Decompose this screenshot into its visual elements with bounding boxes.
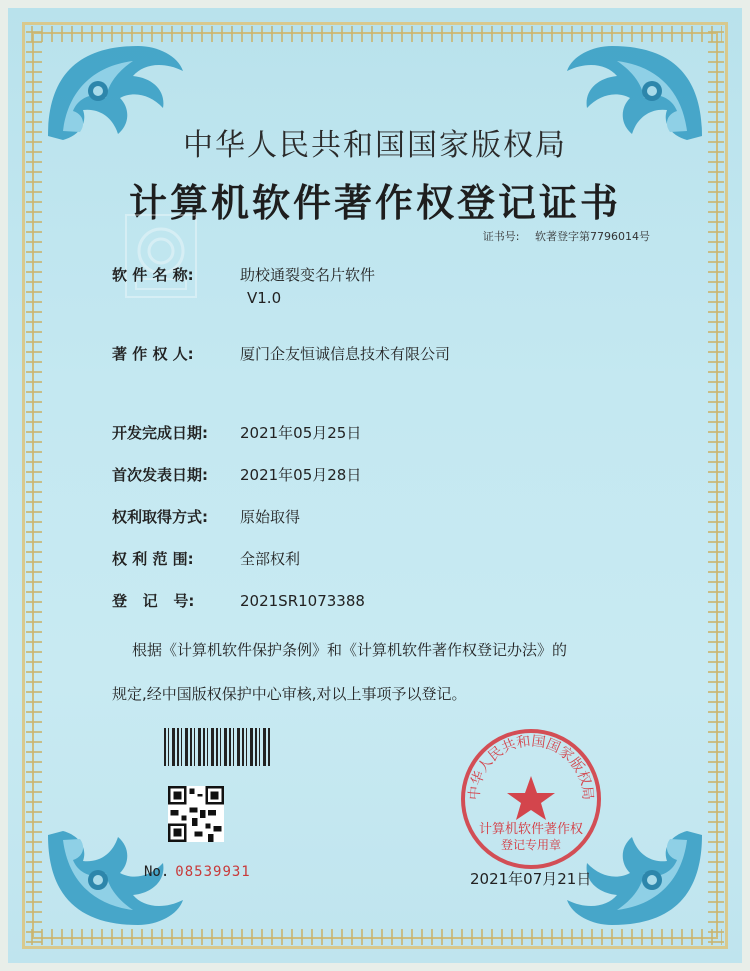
field-value: 厦门企友恒诚信息技术有限公司: [240, 345, 451, 363]
serial-value: 08539931: [175, 864, 251, 880]
corner-ornament-icon: [38, 825, 188, 935]
field-label: 权利取得方式:: [112, 508, 208, 526]
inner-border-frame: [32, 32, 718, 939]
certificate-number: [483, 228, 650, 244]
certificate-title: 计算机软件著作权登记证书: [128, 181, 621, 225]
field-label: 软 件 名 称:: [112, 266, 194, 284]
field-value: 原始取得: [240, 508, 301, 526]
issue-date: 2021年07月21日: [470, 870, 592, 888]
field-acquisition-method: [112, 506, 300, 527]
issuing-authority: 中华人民共和国国家版权局: [183, 128, 567, 163]
field-label: 开发完成日期:: [112, 424, 208, 442]
star-icon: [507, 776, 555, 820]
field-label: 权 利 范 围:: [112, 550, 194, 568]
field-completion-date: [112, 422, 361, 443]
field-first-publish-date: [112, 464, 361, 485]
field-value: 全部权利: [240, 550, 301, 568]
greek-key-border-left: [26, 28, 42, 943]
certificate-number-value: 软著登字第7796014号: [535, 230, 650, 243]
field-value: 2021SR1073388: [240, 592, 365, 610]
seal-line-1: 计算机软件著作权: [478, 822, 583, 837]
field-label: 首次发表日期:: [112, 466, 208, 484]
field-value: 2021年05月28日: [240, 466, 362, 484]
greek-key-border-right: [708, 28, 724, 943]
seal-line-2: 登记专用章: [500, 838, 561, 852]
certificate-number-label: 证书号:: [482, 230, 520, 243]
statement-line-2: 规定,经中国版权保护中心审核,对以上事项予以登记。: [112, 685, 467, 703]
field-version: V1.0: [247, 289, 282, 307]
barcode-icon: [164, 728, 270, 766]
field-software-name: [112, 264, 375, 307]
field-copyright-owner: [112, 343, 450, 364]
field-label: 登 记 号:: [112, 592, 195, 610]
certificate: [8, 8, 742, 963]
statement-paragraph: [112, 628, 672, 716]
field-rights-scope: [112, 548, 300, 569]
statement-line-1: 根据《计算机软件保护条例》和《计算机软件著作权登记办法》的: [132, 641, 568, 659]
seal-ring-text: 中华人民共和国国家版权局: [466, 733, 596, 801]
serial-label: No.: [144, 864, 170, 880]
serial-number: [144, 864, 251, 880]
field-value: 2021年05月25日: [240, 424, 362, 442]
qr-code-icon: [168, 786, 224, 842]
field-value: 助校通裂变名片软件: [240, 266, 376, 284]
field-registration-number: [112, 590, 365, 611]
field-label: 著 作 权 人:: [112, 345, 194, 363]
official-seal: [458, 726, 604, 872]
